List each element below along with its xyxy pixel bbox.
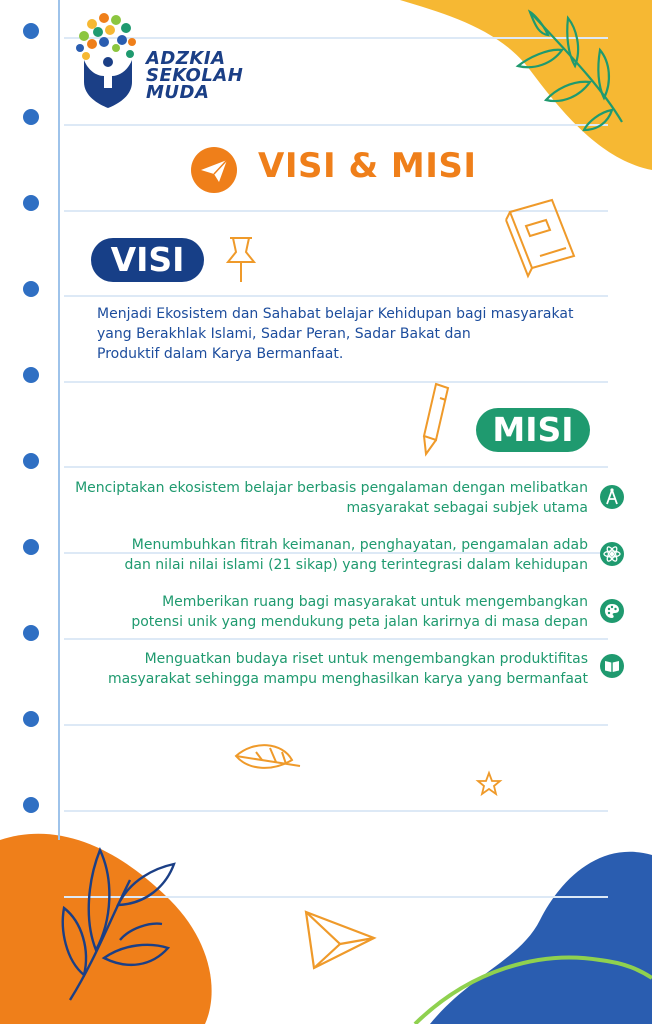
leaf-icon [236, 745, 300, 768]
misi-line: Menumbuhkan fitrah keimanan, penghayatan, pengamalan adab [131, 537, 588, 553]
paper-plane-icon [190, 146, 238, 194]
push-pin-icon [228, 238, 254, 282]
visi-line: Menjadi Ekosistem dan Sahabat belajar Kehidupan bagi masyarakat [97, 306, 574, 322]
misi-item-3 [131, 592, 588, 632]
pen-icon [424, 384, 448, 454]
misi-line: Menguatkan budaya riset untuk mengembangkan produktifitas [144, 651, 588, 667]
brand-line: SEKOLAH [146, 65, 244, 86]
misi-line: Menciptakan ekosistem belajar berbasis pengalaman dengan melibatkan [75, 480, 588, 496]
misi-line: dan nilai nilai islami (21 sikap) yang terintegrasi dalam kehidupan [124, 557, 588, 573]
misi-item-1 [75, 478, 588, 518]
misi-line: Memberikan ruang bagi masyarakat untuk mengembangkan [162, 594, 588, 610]
visi-text [97, 304, 597, 364]
palette-icon [600, 599, 624, 623]
misi-item-2 [125, 535, 588, 575]
brand-name [146, 50, 243, 101]
brand-line: MUDA [146, 82, 210, 103]
paper-plane-outline-icon [306, 912, 374, 968]
brand-line: ADZKIA [146, 48, 226, 69]
misi-label: MISI [476, 408, 590, 452]
book-icon [506, 200, 574, 276]
leaf-branch-icon [518, 12, 622, 130]
plant-branch-icon [63, 850, 174, 1000]
open-book-icon [600, 654, 624, 678]
visi-line: yang Berakhlak Islami, Sadar Peran, Sadar Bakat dan [97, 326, 471, 342]
star-icon [478, 773, 500, 794]
misi-line: potensi unik yang mendukung peta jalan karirnya di masa depan [131, 614, 588, 630]
visi-line: Produktif dalam Karya Bermanfaat. [97, 346, 344, 362]
misi-line: masyarakat sebagai subjek utama [346, 500, 588, 516]
compass-icon [600, 485, 624, 509]
atom-icon [600, 542, 624, 566]
visi-label: VISI [91, 238, 204, 282]
tree-person-logo-icon [70, 10, 146, 110]
page-title: VISI & MISI [258, 146, 477, 186]
misi-line: masyarakat sehingga mampu menghasilkan karya yang bermanfaat [107, 671, 588, 687]
misi-item-4 [108, 649, 588, 689]
